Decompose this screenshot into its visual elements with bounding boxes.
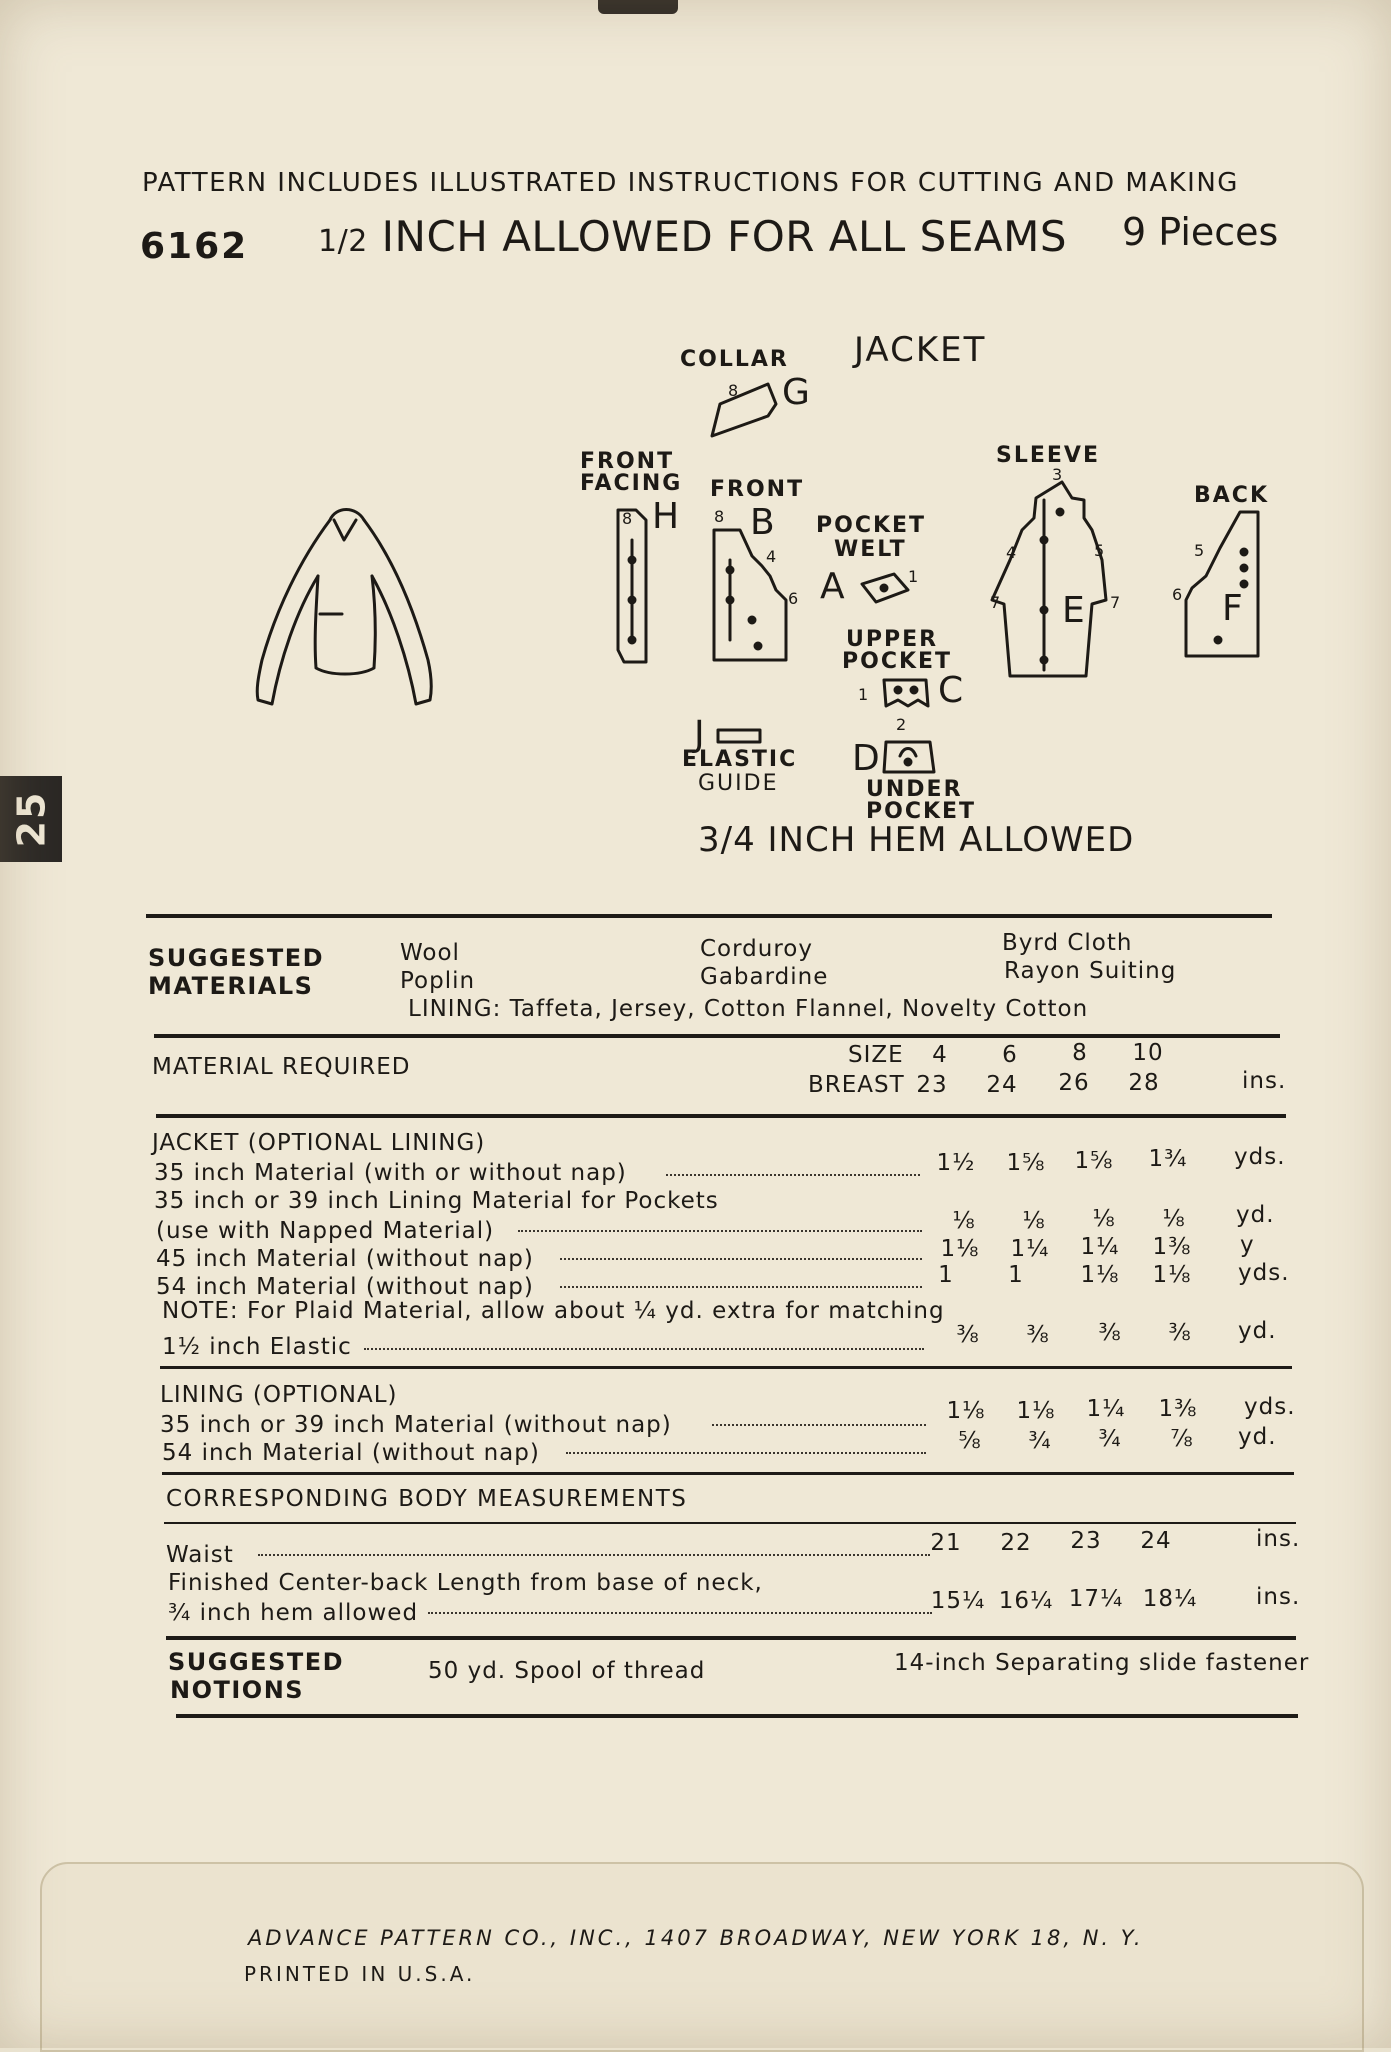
leader-dots [560, 1254, 922, 1260]
breast-26: 26 [1058, 1070, 1090, 1096]
svg-text:8: 8 [622, 509, 633, 528]
waist-unit: ins. [1256, 1526, 1301, 1552]
jacket-sketch-icon [257, 510, 431, 705]
jacket-label: JACKET [854, 330, 987, 370]
jacket-row-2-label: 35 inch or 39 inch Lining Material for Pockets [154, 1188, 719, 1214]
elastic-guide-label-2: GUIDE [698, 771, 779, 796]
jacket-row-4-size-6: 1¼ [1010, 1236, 1050, 1262]
waist-size-4: 21 [930, 1530, 962, 1556]
under-pocket-label-1: UNDER [866, 777, 963, 802]
waist-size-6: 22 [1000, 1530, 1032, 1556]
elastic-size-10: ⅜ [1168, 1320, 1192, 1346]
svg-text:7: 7 [990, 593, 1001, 612]
elastic-size-4: ⅜ [956, 1322, 980, 1348]
leader-dots [566, 1448, 926, 1454]
length-size-8: 17¼ [1068, 1586, 1124, 1612]
rule-measurements [166, 1636, 1296, 1640]
svg-text:6: 6 [1172, 585, 1183, 604]
breast-28: 28 [1128, 1070, 1160, 1096]
sleeve-label: SLEEVE [996, 443, 1100, 468]
lining-row-1-size-6: 1⅛ [1016, 1398, 1056, 1424]
jacket-row-3-label: (use with Napped Material) [156, 1218, 495, 1244]
svg-text:2: 2 [896, 715, 907, 734]
collar-letter: G [782, 372, 810, 413]
jacket-row-5-size-4: 1 [938, 1262, 954, 1288]
collar-label: COLLAR [680, 347, 789, 372]
rule-required [156, 1114, 1286, 1118]
size-label: SIZE [848, 1042, 904, 1068]
leader-dots [518, 1226, 922, 1232]
notions-label-2: NOTIONS [170, 1676, 305, 1704]
jacket-row-4-size-8: 1¼ [1080, 1234, 1120, 1260]
svg-text:8: 8 [728, 381, 739, 400]
pocket-welt-piece-icon [862, 567, 918, 602]
material-rayon-suiting: Rayon Suiting [1004, 958, 1177, 984]
front-facing-piece-icon [618, 509, 646, 662]
jacket-row-5-unit: yds. [1238, 1260, 1290, 1286]
lining-row-2-size-6: ¾ [1028, 1428, 1052, 1454]
elastic-guide-label-1: ELASTIC [682, 747, 798, 772]
jacket-row-1-unit: yds. [1234, 1144, 1286, 1170]
jacket-row-1-size-10: 1¾ [1148, 1146, 1188, 1172]
jacket-row-5-size-10: 1⅛ [1152, 1262, 1192, 1288]
elastic-size-8: ⅜ [1098, 1320, 1122, 1346]
lining-row-1-size-8: 1¼ [1086, 1396, 1126, 1422]
waist-size-10: 24 [1140, 1528, 1172, 1554]
pattern-number: 6162 [140, 226, 249, 267]
sleeve-piece-icon [990, 465, 1120, 676]
length-label-1: Finished Center-back Length from base of neck, [168, 1570, 763, 1596]
svg-text:1: 1 [908, 567, 919, 586]
lining-row-1-size-4: 1⅛ [946, 1398, 986, 1424]
lining-row-1-size-10: 1⅜ [1158, 1396, 1198, 1422]
lining-row-1-unit: yds. [1244, 1394, 1296, 1420]
upper-pocket-piece-icon [858, 680, 928, 734]
svg-text:6: 6 [788, 589, 799, 608]
length-size-4: 15¼ [930, 1588, 986, 1614]
rule-jacket [160, 1366, 1292, 1369]
rule-bottom [176, 1714, 1298, 1718]
length-size-10: 18¼ [1142, 1586, 1198, 1612]
materials-label-1: SUGGESTED [148, 944, 325, 972]
jacket-row-1-size-6: 1⅝ [1006, 1150, 1046, 1176]
lining-row-2-unit: yd. [1238, 1424, 1277, 1450]
front-letter: B [750, 502, 775, 543]
side-tag-number: 25 [8, 790, 53, 848]
elastic-guide-piece-icon [718, 730, 760, 742]
svg-text:5: 5 [1094, 541, 1105, 560]
breast-unit: ins. [1242, 1068, 1287, 1094]
lining-suggestions: LINING: Taffeta, Jersey, Cotton Flannel, Novelty Cotton [408, 996, 1089, 1022]
svg-text:3: 3 [1052, 465, 1063, 484]
elastic-guide-letter: J [694, 714, 705, 755]
leader-dots [666, 1170, 920, 1176]
material-wool: Wool [400, 940, 460, 966]
upper-pocket-letter: C [938, 670, 964, 711]
jacket-row-5-label: 54 inch Material (without nap) [156, 1274, 534, 1300]
front-label: FRONT [710, 477, 805, 502]
back-letter: F [1222, 588, 1243, 629]
front-facing-label-1: FRONT [580, 449, 675, 474]
rule-body [164, 1522, 1296, 1524]
pocket-welt-label-2: WELT [834, 537, 907, 562]
length-unit: ins. [1256, 1584, 1301, 1610]
jacket-row-3-size-6: ⅛ [1022, 1208, 1046, 1234]
size-6: 6 [1002, 1042, 1018, 1068]
lining-row-2-label: 54 inch Material (without nap) [162, 1440, 540, 1466]
header-instructions: PATTERN INCLUDES ILLUSTRATED INSTRUCTIONS FOR CUTTING AND MAKING [142, 168, 1239, 198]
jacket-row-1-size-4: 1½ [936, 1150, 976, 1176]
jacket-row-4-unit: y [1240, 1232, 1255, 1258]
size-4: 4 [932, 1042, 948, 1068]
svg-text:4: 4 [766, 547, 777, 566]
svg-text:4: 4 [1006, 543, 1017, 562]
svg-text:1: 1 [858, 685, 869, 704]
under-pocket-letter: D [852, 738, 880, 779]
seam-text: INCH ALLOWED FOR ALL SEAMS [381, 212, 1068, 261]
pocket-welt-letter: A [820, 566, 845, 607]
lining-row-2-size-4: ⅝ [958, 1428, 982, 1454]
waist-label: Waist [166, 1542, 234, 1568]
jacket-row-4-size-4: 1⅛ [940, 1236, 980, 1262]
elastic-unit: yd. [1238, 1318, 1277, 1344]
jacket-row-4-label: 45 inch Material (without nap) [156, 1246, 534, 1272]
leader-dots [560, 1282, 922, 1288]
length-size-6: 16¼ [998, 1588, 1054, 1614]
jacket-section-title: JACKET (OPTIONAL LINING) [152, 1130, 486, 1156]
hem-fraction: 3/4 [698, 820, 756, 860]
lining-row-2-size-8: ¾ [1098, 1426, 1122, 1452]
hem-text: INCH HEM ALLOWED [767, 820, 1135, 860]
notions-label-1: SUGGESTED [168, 1648, 345, 1676]
jacket-row-5-size-6: 1 [1008, 1262, 1024, 1288]
jacket-row-5-size-8: 1⅛ [1080, 1262, 1120, 1288]
leader-dots [364, 1344, 924, 1350]
leader-dots [428, 1608, 932, 1614]
leader-dots [258, 1550, 930, 1556]
jacket-row-3-size-8: ⅛ [1092, 1206, 1116, 1232]
leader-dots [712, 1420, 926, 1426]
printed-in: PRINTED IN U.S.A. [244, 1962, 476, 1986]
breast-label: BREAST [808, 1072, 905, 1098]
size-10: 10 [1132, 1040, 1164, 1066]
jacket-row-1-size-8: 1⅝ [1074, 1148, 1114, 1174]
materials-label-2: MATERIALS [148, 972, 314, 1000]
breast-23: 23 [916, 1072, 948, 1098]
length-label-2: ¾ inch hem allowed [168, 1600, 419, 1626]
size-8: 8 [1072, 1040, 1088, 1066]
back-label: BACK [1194, 483, 1269, 508]
material-poplin: Poplin [400, 968, 476, 994]
pocket-welt-label-1: POCKET [816, 513, 927, 538]
rule-materials [154, 1034, 1280, 1038]
upper-pocket-label-2: POCKET [842, 649, 953, 674]
jacket-row-3-unit: yd. [1236, 1202, 1275, 1228]
under-pocket-label-2: POCKET [866, 799, 977, 824]
waist-size-8: 23 [1070, 1528, 1102, 1554]
publisher-address: ADVANCE PATTERN CO., INC., 1407 BROADWAY, NEW YORK 18, N. Y. [248, 1926, 1144, 1950]
piece-count: 9 Pieces [1122, 210, 1279, 254]
material-required-label: MATERIAL REQUIRED [152, 1054, 411, 1080]
jacket-row-1-label: 35 inch Material (with or without nap) [154, 1160, 627, 1186]
body-measurements-title: CORRESPONDING BODY MEASUREMENTS [166, 1486, 688, 1512]
notion-slide-fastener: 14-inch Separating slide fastener [894, 1650, 1310, 1676]
lining-row-2-size-10: ⅞ [1170, 1426, 1194, 1452]
jacket-row-3-size-10: ⅛ [1162, 1206, 1186, 1232]
elastic-label: 1½ inch Elastic [162, 1334, 352, 1360]
elastic-size-6: ⅜ [1026, 1322, 1050, 1348]
jacket-row-3-size-4: ⅛ [952, 1208, 976, 1234]
svg-text:7: 7 [1110, 593, 1121, 612]
collar-piece-icon [712, 381, 776, 436]
sleeve-letter: E [1062, 590, 1085, 631]
seam-fraction: 1/2 [318, 224, 368, 259]
material-corduroy: Corduroy [700, 936, 813, 962]
back-piece-icon [1172, 512, 1258, 656]
plaid-note: NOTE: For Plaid Material, allow about ¼ yd. extra for matching [162, 1298, 945, 1324]
front-facing-label-2: FACING [580, 471, 683, 496]
front-piece-icon [714, 507, 798, 660]
breast-24: 24 [986, 1072, 1018, 1098]
material-byrd-cloth: Byrd Cloth [1002, 930, 1133, 956]
svg-text:5: 5 [1194, 541, 1205, 560]
under-pocket-piece-icon [884, 742, 934, 772]
upper-pocket-label-1: UPPER [846, 627, 939, 652]
lining-section-title: LINING (OPTIONAL) [160, 1382, 398, 1408]
lining-row-1-label: 35 inch or 39 inch Material (without nap) [160, 1412, 672, 1438]
svg-text:8: 8 [714, 507, 725, 526]
material-gabardine: Gabardine [700, 964, 829, 990]
rule-top [146, 914, 1272, 918]
jacket-row-4-size-10: 1⅜ [1152, 1234, 1192, 1260]
notion-thread: 50 yd. Spool of thread [428, 1658, 706, 1684]
front-facing-letter: H [652, 496, 680, 537]
rule-lining [162, 1472, 1294, 1475]
